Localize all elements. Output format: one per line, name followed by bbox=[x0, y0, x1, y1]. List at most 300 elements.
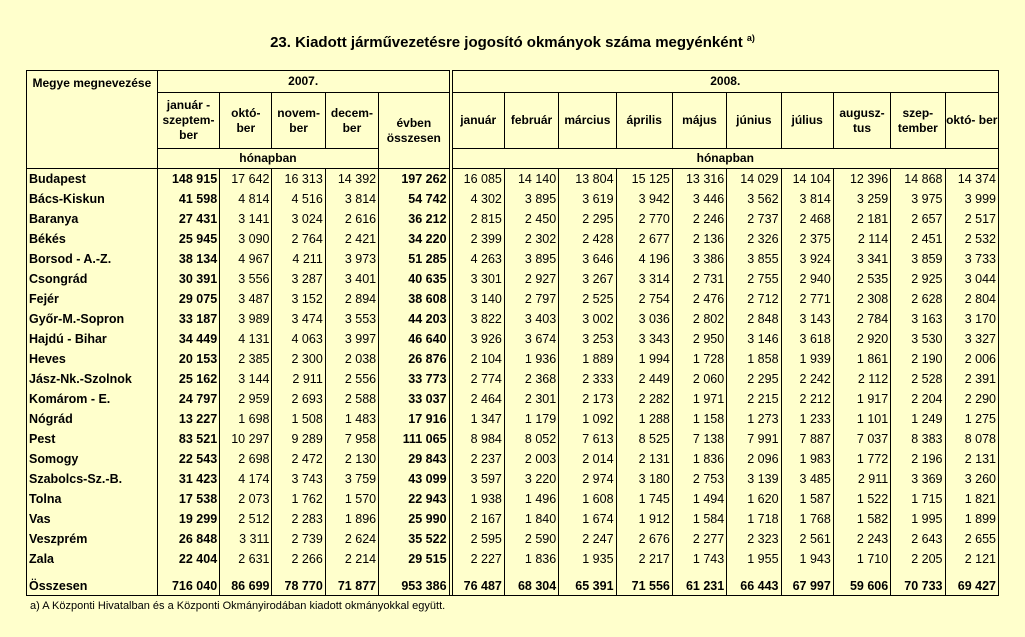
table-row bbox=[27, 369, 999, 389]
table-cell: 2 911 bbox=[833, 469, 890, 489]
table-cell: 2 333 bbox=[559, 369, 616, 389]
table-cell: 1 587 bbox=[781, 489, 833, 509]
table-cell: 19 299 bbox=[157, 509, 219, 529]
table-cell: 2 950 bbox=[672, 329, 726, 349]
table-cell: 1 608 bbox=[559, 489, 616, 509]
column-header-2008-7: augusz- tus bbox=[833, 93, 890, 149]
table-cell: 2 300 bbox=[272, 349, 325, 369]
table-cell: 3 146 bbox=[727, 329, 781, 349]
footnote: a) A Központi Hivatalban és a Központi Okmányirodában kiadott okmányokkal együtt. bbox=[30, 600, 446, 612]
table-cell: 2 940 bbox=[781, 269, 833, 289]
table-row bbox=[27, 289, 999, 309]
table-cell: 59 606 bbox=[833, 569, 890, 595]
table-cell: 3 855 bbox=[727, 249, 781, 269]
table-cell: 46 640 bbox=[379, 329, 449, 349]
table-cell: 7 138 bbox=[672, 429, 726, 449]
table-cell: 2 204 bbox=[891, 389, 945, 409]
table-cell: 3 556 bbox=[220, 269, 272, 289]
table-cell: 3 152 bbox=[272, 289, 325, 309]
table-cell: 2 190 bbox=[891, 349, 945, 369]
total-row bbox=[27, 569, 999, 595]
table-cell: 2 212 bbox=[781, 389, 833, 409]
table-cell: 3 036 bbox=[616, 309, 672, 329]
table-cell: 3 044 bbox=[945, 269, 999, 289]
table-cell: 3 090 bbox=[220, 229, 272, 249]
table-cell: 3 759 bbox=[325, 469, 378, 489]
table-cell: 1 718 bbox=[727, 509, 781, 529]
table-cell: 3 997 bbox=[325, 329, 378, 349]
megye-name: Komárom - E. bbox=[27, 389, 158, 409]
table-cell: 3 141 bbox=[220, 209, 272, 229]
column-header-2007-3: decem- ber bbox=[325, 93, 378, 149]
table-cell: 2 131 bbox=[616, 449, 672, 469]
table-cell: 25 162 bbox=[157, 369, 219, 389]
table-cell: 1 273 bbox=[727, 409, 781, 429]
table-cell: 1 943 bbox=[781, 549, 833, 569]
table-cell: 3 924 bbox=[781, 249, 833, 269]
table-cell: 3 401 bbox=[325, 269, 378, 289]
table-cell: 3 814 bbox=[325, 189, 378, 209]
table-cell: 2 755 bbox=[727, 269, 781, 289]
table-cell: 1 620 bbox=[727, 489, 781, 509]
table-cell: 76 487 bbox=[452, 569, 504, 595]
table-cell: 2 130 bbox=[325, 449, 378, 469]
column-header-evben: évben összesen bbox=[379, 93, 449, 169]
column-header-2007-0: január - szeptem- ber bbox=[157, 93, 219, 149]
table-cell: 2 196 bbox=[891, 449, 945, 469]
table-cell: 2 323 bbox=[727, 529, 781, 549]
table-cell: 33 037 bbox=[379, 389, 449, 409]
table-cell: 2 301 bbox=[504, 389, 558, 409]
table-cell: 1 768 bbox=[781, 509, 833, 529]
table-cell: 38 134 bbox=[157, 249, 219, 269]
table-cell: 34 449 bbox=[157, 329, 219, 349]
table-cell: 2 073 bbox=[220, 489, 272, 509]
table-cell: 29 075 bbox=[157, 289, 219, 309]
table-cell: 3 822 bbox=[452, 309, 504, 329]
table-cell: 1 710 bbox=[833, 549, 890, 569]
table-cell: 1 772 bbox=[833, 449, 890, 469]
table-cell: 2 217 bbox=[616, 549, 672, 569]
table-cell: 1 861 bbox=[833, 349, 890, 369]
table-cell: 1 728 bbox=[672, 349, 726, 369]
table-cell: 1 995 bbox=[891, 509, 945, 529]
table-cell: 3 926 bbox=[452, 329, 504, 349]
table-cell: 3 170 bbox=[945, 309, 999, 329]
table-cell: 3 618 bbox=[781, 329, 833, 349]
table-cell: 1 912 bbox=[616, 509, 672, 529]
table-cell: 3 975 bbox=[891, 189, 945, 209]
table-cell: 86 699 bbox=[220, 569, 272, 595]
table-cell: 66 443 bbox=[727, 569, 781, 595]
table-cell: 1 347 bbox=[452, 409, 504, 429]
table-cell: 1 821 bbox=[945, 489, 999, 509]
table-cell: 2 588 bbox=[325, 389, 378, 409]
table-cell: 3 446 bbox=[672, 189, 726, 209]
megye-name: Győr-M.-Sopron bbox=[27, 309, 158, 329]
table-cell: 2 770 bbox=[616, 209, 672, 229]
megye-name: Somogy bbox=[27, 449, 158, 469]
table-cell: 2 925 bbox=[891, 269, 945, 289]
table-row bbox=[27, 249, 999, 269]
table-cell: 2 774 bbox=[452, 369, 504, 389]
table-cell: 3 267 bbox=[559, 269, 616, 289]
table-row bbox=[27, 389, 999, 409]
table-cell: 35 522 bbox=[379, 529, 449, 549]
honapban-2008: hónapban bbox=[452, 149, 998, 169]
table-cell: 43 099 bbox=[379, 469, 449, 489]
table-cell: 1 179 bbox=[504, 409, 558, 429]
megye-name: Csongrád bbox=[27, 269, 158, 289]
megye-name: Hajdú - Bihar bbox=[27, 329, 158, 349]
table-cell: 1 762 bbox=[272, 489, 325, 509]
table-cell: 3 619 bbox=[559, 189, 616, 209]
table-row bbox=[27, 189, 999, 209]
table-cell: 148 915 bbox=[157, 169, 219, 190]
table-row bbox=[27, 509, 999, 529]
table-row bbox=[27, 529, 999, 549]
column-header-2008-8: szep- tember bbox=[891, 93, 945, 149]
table-cell: 1 582 bbox=[833, 509, 890, 529]
table-cell: 1 101 bbox=[833, 409, 890, 429]
table-cell: 1 917 bbox=[833, 389, 890, 409]
table-cell: 2 451 bbox=[891, 229, 945, 249]
table-cell: 2 464 bbox=[452, 389, 504, 409]
table-cell: 83 521 bbox=[157, 429, 219, 449]
table-cell: 1 508 bbox=[272, 409, 325, 429]
table-cell: 33 773 bbox=[379, 369, 449, 389]
table-cell: 36 212 bbox=[379, 209, 449, 229]
table-cell: 4 131 bbox=[220, 329, 272, 349]
table-cell: 7 037 bbox=[833, 429, 890, 449]
table-cell: 2 114 bbox=[833, 229, 890, 249]
table-cell: 2 227 bbox=[452, 549, 504, 569]
table-cell: 2 693 bbox=[272, 389, 325, 409]
table-cell: 2 802 bbox=[672, 309, 726, 329]
table-cell: 3 314 bbox=[616, 269, 672, 289]
table-cell: 2 450 bbox=[504, 209, 558, 229]
table-cell: 4 814 bbox=[220, 189, 272, 209]
table-cell: 2 657 bbox=[891, 209, 945, 229]
table-cell: 2 624 bbox=[325, 529, 378, 549]
table-cell: 2 525 bbox=[559, 289, 616, 309]
table-cell: 2 628 bbox=[891, 289, 945, 309]
table-cell: 3 973 bbox=[325, 249, 378, 269]
title-footnote-mark: a) bbox=[746, 33, 755, 43]
table-cell: 1 522 bbox=[833, 489, 890, 509]
table-cell: 2 927 bbox=[504, 269, 558, 289]
table-cell: 2 556 bbox=[325, 369, 378, 389]
table-cell: 2 631 bbox=[220, 549, 272, 569]
table-row bbox=[27, 209, 999, 229]
table-cell: 2 368 bbox=[504, 369, 558, 389]
table-row bbox=[27, 449, 999, 469]
table-cell: 65 391 bbox=[559, 569, 616, 595]
table-cell: 2 391 bbox=[945, 369, 999, 389]
table-cell: 29 515 bbox=[379, 549, 449, 569]
megye-name: Békés bbox=[27, 229, 158, 249]
table-cell: 2 468 bbox=[781, 209, 833, 229]
table-cell: 3 895 bbox=[504, 249, 558, 269]
table-cell: 8 525 bbox=[616, 429, 672, 449]
table-cell: 2 804 bbox=[945, 289, 999, 309]
table-cell: 1 899 bbox=[945, 509, 999, 529]
table-cell: 1 233 bbox=[781, 409, 833, 429]
table-cell: 2 753 bbox=[672, 469, 726, 489]
table-cell: 38 608 bbox=[379, 289, 449, 309]
table-cell: 4 263 bbox=[452, 249, 504, 269]
table-cell: 3 485 bbox=[781, 469, 833, 489]
table-cell: 24 797 bbox=[157, 389, 219, 409]
table-cell: 2 295 bbox=[727, 369, 781, 389]
table-cell: 2 385 bbox=[220, 349, 272, 369]
table-cell: 1 092 bbox=[559, 409, 616, 429]
table-cell: 3 487 bbox=[220, 289, 272, 309]
table-cell: 71 877 bbox=[325, 569, 378, 595]
table-cell: 3 143 bbox=[781, 309, 833, 329]
table-cell: 1 836 bbox=[504, 549, 558, 569]
table-cell: 2 173 bbox=[559, 389, 616, 409]
table-cell: 3 989 bbox=[220, 309, 272, 329]
table-cell: 3 139 bbox=[727, 469, 781, 489]
table-row bbox=[27, 469, 999, 489]
table-cell: 2 060 bbox=[672, 369, 726, 389]
table-row bbox=[27, 329, 999, 349]
table-cell: 3 859 bbox=[891, 249, 945, 269]
table-cell: 3 733 bbox=[945, 249, 999, 269]
table-cell: 2 214 bbox=[325, 549, 378, 569]
table-cell: 2 131 bbox=[945, 449, 999, 469]
table-cell: 10 297 bbox=[220, 429, 272, 449]
table-cell: 3 474 bbox=[272, 309, 325, 329]
megye-name: Vas bbox=[27, 509, 158, 529]
table-cell: 2 911 bbox=[272, 369, 325, 389]
table-cell: 3 259 bbox=[833, 189, 890, 209]
table-cell: 27 431 bbox=[157, 209, 219, 229]
table-cell: 67 997 bbox=[781, 569, 833, 595]
title-text: 23. Kiadott járművezetésre jogosító okmányok száma megyénként bbox=[270, 34, 743, 51]
table-cell: 2 283 bbox=[272, 509, 325, 529]
table-cell: 1 698 bbox=[220, 409, 272, 429]
table-cell: 2 737 bbox=[727, 209, 781, 229]
table-cell: 2 797 bbox=[504, 289, 558, 309]
table-cell: 3 597 bbox=[452, 469, 504, 489]
table-cell: 2 731 bbox=[672, 269, 726, 289]
table-cell: 1 494 bbox=[672, 489, 726, 509]
table-cell: 70 733 bbox=[891, 569, 945, 595]
column-header-2008-1: február bbox=[504, 93, 558, 149]
table-row bbox=[27, 309, 999, 329]
megye-name: Nógrád bbox=[27, 409, 158, 429]
table-cell: 1 743 bbox=[672, 549, 726, 569]
table-cell: 12 396 bbox=[833, 169, 890, 190]
table-cell: 1 674 bbox=[559, 509, 616, 529]
table-cell: 54 742 bbox=[379, 189, 449, 209]
table-cell: 1 715 bbox=[891, 489, 945, 509]
table-cell: 17 538 bbox=[157, 489, 219, 509]
table-cell: 34 220 bbox=[379, 229, 449, 249]
table-cell: 2 561 bbox=[781, 529, 833, 549]
table-cell: 2 038 bbox=[325, 349, 378, 369]
table-cell: 2 266 bbox=[272, 549, 325, 569]
table-cell: 17 916 bbox=[379, 409, 449, 429]
megye-label: Megye megnevezése bbox=[32, 76, 152, 90]
table-cell: 1 840 bbox=[504, 509, 558, 529]
table-row bbox=[27, 549, 999, 569]
table-cell: 2 676 bbox=[616, 529, 672, 549]
table-cell: 2 243 bbox=[833, 529, 890, 549]
table-cell: 1 570 bbox=[325, 489, 378, 509]
table-cell: 2 677 bbox=[616, 229, 672, 249]
table-cell: 2 643 bbox=[891, 529, 945, 549]
table-cell: 3 327 bbox=[945, 329, 999, 349]
table-cell: 111 065 bbox=[379, 429, 449, 449]
table-cell: 61 231 bbox=[672, 569, 726, 595]
megye-name: Zala bbox=[27, 549, 158, 569]
table-cell: 3 002 bbox=[559, 309, 616, 329]
table-cell: 3 743 bbox=[272, 469, 325, 489]
table-cell: 1 994 bbox=[616, 349, 672, 369]
table-cell: 2 428 bbox=[559, 229, 616, 249]
column-header-megye bbox=[27, 71, 158, 169]
table-cell: 2 754 bbox=[616, 289, 672, 309]
table-cell: 1 889 bbox=[559, 349, 616, 369]
table-cell: 3 311 bbox=[220, 529, 272, 549]
column-header-2007-2: novem- ber bbox=[272, 93, 325, 149]
column-header-2008-0: január bbox=[452, 93, 504, 149]
column-header-2008-2: március bbox=[559, 93, 616, 149]
table-cell: 1 249 bbox=[891, 409, 945, 429]
table-cell: 2 006 bbox=[945, 349, 999, 369]
column-header-2007-1: októ- ber bbox=[220, 93, 272, 149]
table-cell: 2 375 bbox=[781, 229, 833, 249]
table-cell: 2 616 bbox=[325, 209, 378, 229]
table-cell: 1 939 bbox=[781, 349, 833, 369]
table-cell: 2 121 bbox=[945, 549, 999, 569]
table-cell: 9 289 bbox=[272, 429, 325, 449]
table-cell: 3 942 bbox=[616, 189, 672, 209]
table-cell: 2 003 bbox=[504, 449, 558, 469]
table-cell: 2 181 bbox=[833, 209, 890, 229]
table-cell: 2 247 bbox=[559, 529, 616, 549]
table-cell: 7 613 bbox=[559, 429, 616, 449]
table-row bbox=[27, 429, 999, 449]
megye-name: Jász-Nk.-Szolnok bbox=[27, 369, 158, 389]
table-cell: 1 158 bbox=[672, 409, 726, 429]
year-2007-label: 2007. bbox=[288, 74, 319, 88]
table-cell: 1 584 bbox=[672, 509, 726, 529]
megye-name: Baranya bbox=[27, 209, 158, 229]
table-cell: 3 253 bbox=[559, 329, 616, 349]
table-cell: 44 203 bbox=[379, 309, 449, 329]
table-cell: 3 386 bbox=[672, 249, 726, 269]
table-cell: 2 784 bbox=[833, 309, 890, 329]
table-cell: 3 674 bbox=[504, 329, 558, 349]
table-cell: 3 301 bbox=[452, 269, 504, 289]
table-cell: 22 404 bbox=[157, 549, 219, 569]
table-row bbox=[27, 409, 999, 429]
table-cell: 1 836 bbox=[672, 449, 726, 469]
table-cell: 4 967 bbox=[220, 249, 272, 269]
table-cell: 26 848 bbox=[157, 529, 219, 549]
table-row bbox=[27, 229, 999, 249]
table-cell: 3 895 bbox=[504, 189, 558, 209]
table-cell: 3 562 bbox=[727, 189, 781, 209]
table-cell: 14 868 bbox=[891, 169, 945, 190]
table-cell: 2 326 bbox=[727, 229, 781, 249]
table-cell: 2 528 bbox=[891, 369, 945, 389]
table-cell: 3 553 bbox=[325, 309, 378, 329]
megye-name: Heves bbox=[27, 349, 158, 369]
table-cell: 2 894 bbox=[325, 289, 378, 309]
column-header-2008-3: április bbox=[616, 93, 672, 149]
table-cell: 7 958 bbox=[325, 429, 378, 449]
table-cell: 16 313 bbox=[272, 169, 325, 190]
table-cell: 2 532 bbox=[945, 229, 999, 249]
table-cell: 4 211 bbox=[272, 249, 325, 269]
table-cell: 13 316 bbox=[672, 169, 726, 190]
table-cell: 2 920 bbox=[833, 329, 890, 349]
table-cell: 3 163 bbox=[891, 309, 945, 329]
page-title bbox=[0, 33, 1025, 51]
column-header-2008-6: július bbox=[781, 93, 833, 149]
table-cell: 2 104 bbox=[452, 349, 504, 369]
table-cell: 2 815 bbox=[452, 209, 504, 229]
table-cell: 7 887 bbox=[781, 429, 833, 449]
table-cell: 3 180 bbox=[616, 469, 672, 489]
table-cell: 3 140 bbox=[452, 289, 504, 309]
table-cell: 51 285 bbox=[379, 249, 449, 269]
table-cell: 1 496 bbox=[504, 489, 558, 509]
table-cell: 25 945 bbox=[157, 229, 219, 249]
table-cell: 2 277 bbox=[672, 529, 726, 549]
table-cell: 1 858 bbox=[727, 349, 781, 369]
table-cell: 14 392 bbox=[325, 169, 378, 190]
table-cell: 3 024 bbox=[272, 209, 325, 229]
year-header-2008 bbox=[452, 71, 998, 93]
table-cell: 1 275 bbox=[945, 409, 999, 429]
table-cell: 1 896 bbox=[325, 509, 378, 529]
megye-name: Fejér bbox=[27, 289, 158, 309]
total-label: Összesen bbox=[27, 569, 158, 595]
table-cell: 8 052 bbox=[504, 429, 558, 449]
table-cell: 16 085 bbox=[452, 169, 504, 190]
table-cell: 13 804 bbox=[559, 169, 616, 190]
table-cell: 2 014 bbox=[559, 449, 616, 469]
table-cell: 8 984 bbox=[452, 429, 504, 449]
table-cell: 31 423 bbox=[157, 469, 219, 489]
table-cell: 14 029 bbox=[727, 169, 781, 190]
table-cell: 2 512 bbox=[220, 509, 272, 529]
table-row bbox=[27, 169, 999, 190]
table-cell: 41 598 bbox=[157, 189, 219, 209]
table-cell: 2 167 bbox=[452, 509, 504, 529]
table-cell: 2 308 bbox=[833, 289, 890, 309]
table-cell: 2 205 bbox=[891, 549, 945, 569]
table-cell: 2 136 bbox=[672, 229, 726, 249]
table-cell: 2 698 bbox=[220, 449, 272, 469]
table-cell: 1 288 bbox=[616, 409, 672, 429]
table-cell: 2 590 bbox=[504, 529, 558, 549]
table-row bbox=[27, 269, 999, 289]
table-cell: 17 642 bbox=[220, 169, 272, 190]
table-cell: 953 386 bbox=[379, 569, 449, 595]
table-cell: 1 936 bbox=[504, 349, 558, 369]
table-cell: 8 383 bbox=[891, 429, 945, 449]
megye-name: Borsod - A.-Z. bbox=[27, 249, 158, 269]
table-cell: 3 260 bbox=[945, 469, 999, 489]
table-cell: 4 302 bbox=[452, 189, 504, 209]
